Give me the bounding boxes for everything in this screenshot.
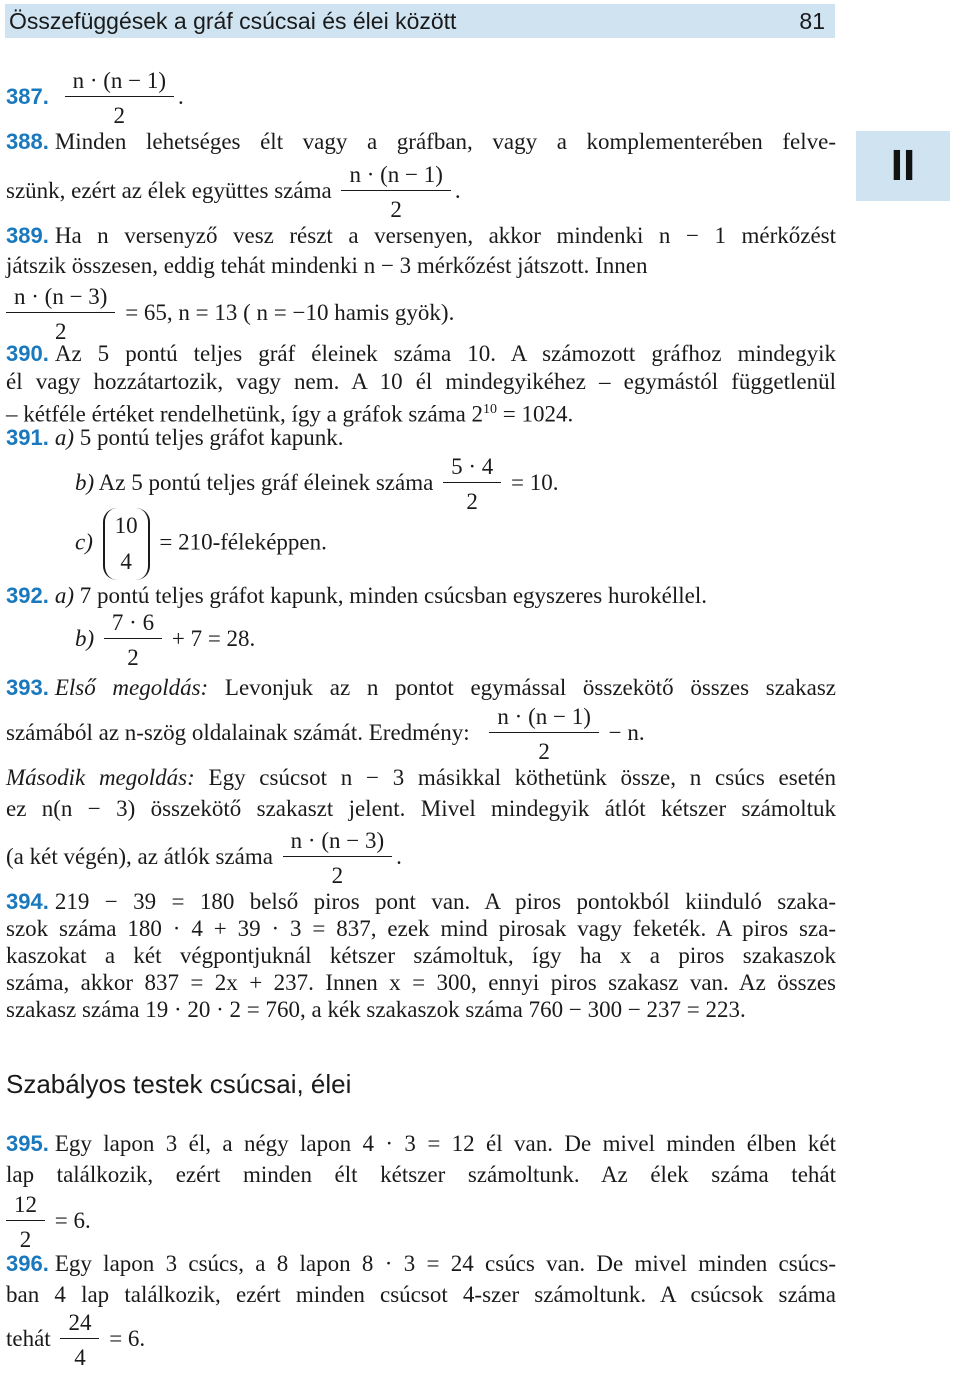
problem-394-line5 [6,996,836,1024]
text: tehát [6,1325,51,1351]
problem-388-line2 [6,160,836,225]
denominator: 4 [60,1338,99,1373]
text: ban 4 lap találkozik, ezért minden csúcsot 4-szer számoltunk. A csúcsok száma [6,1282,836,1307]
chapter-tab: II [856,131,950,201]
problem-393-line2 [6,702,836,767]
problem-395-line1 [6,1130,836,1158]
problem-394-line1 [6,888,836,916]
problem-391-a [6,424,836,452]
problem-389-line2 [6,252,836,280]
numerator: n · (n − 1) [349,162,443,187]
numerator: n · (n − 3) [14,284,108,309]
tail-text: = 210-féleképpen. [159,529,327,555]
problem-394-line3 [6,942,836,970]
problem-389-line1 [6,222,836,250]
solution-label: Első megoldás: [54,675,209,700]
numerator: n · (n − 1) [72,68,167,93]
text: száma, akkor 837 = 2x + 237. Innen x = 300, ennyi piros szakasz van. Az összes [6,970,836,995]
fraction [341,160,450,225]
tail-text: = 65, n = 13 ( n = −10 hamis gyök). [125,299,455,325]
denominator: 2 [341,190,450,225]
part-label: c) [75,529,93,555]
fraction [6,282,115,347]
problem-392-b [75,608,905,673]
chapter-title: Összefüggések a gráf csúcsai és élei között [9,8,457,34]
fraction [65,66,174,131]
denominator: 2 [489,732,598,767]
text: Minden lehetséges élt vagy a gráfban, vagy a komplementerében felve- [54,129,836,154]
problem-number: 390. [6,341,49,366]
text: Az 5 pontú teljes gráf éleinek száma [98,469,434,495]
problem-number: 388. [6,129,49,154]
tail-text: . [396,843,402,869]
exponent: 10 [483,402,498,417]
problem-396-line3 [6,1308,836,1373]
text: lap találkozik, ezért minden élt kétszer számoltunk. Az élek száma tehát [6,1162,836,1187]
problem-390-line2 [6,368,836,396]
problem-394-line4 [6,969,836,997]
problem-393-line4 [6,795,836,823]
page-number: 81 [799,8,825,34]
text: Egy csúcsot n − 3 másikkal köthetünk össze, n csúcs esetén [208,765,837,790]
text: Egy lapon 3 él, a négy lapon 4 · 3 = 12 él van. De mivel minden élben két [54,1131,836,1156]
problem-393-line1 [6,674,836,702]
tail-text: − n. [608,719,645,745]
fraction [283,826,392,891]
text: Az 5 pontú teljes gráf éleinek száma 10. A számozott gráfhoz mindegyik [54,341,836,366]
denominator: 2 [443,482,501,517]
problem-number: 393. [6,675,49,700]
section-title: Szabályos testek csúcsai, élei [6,1069,352,1099]
problem-number: 396. [6,1251,49,1276]
problem-391-c [75,508,905,580]
text: kaszokat a két végpontjuknál kétszer számoltuk, így ha x a piros szakaszok [6,943,836,968]
problem-388-line1 [6,128,836,156]
tail-text: . [454,177,461,203]
problem-395-line2 [6,1161,836,1189]
tail-text: = 10. [510,469,559,495]
page-header [5,4,835,38]
numerator: 12 [14,1192,37,1217]
text: 5 pontú teljes gráfot kapunk. [79,425,344,450]
denominator: 2 [104,638,162,673]
part-label: b) [75,469,95,495]
problem-number: 392. [6,583,49,608]
problem-number: 394. [6,889,49,914]
problem-387 [6,66,836,131]
numerator: 7 · 6 [111,610,155,635]
text: szakasz száma 19 · 20 · 2 = 760, a kék szakaszok száma 760 − 300 − 237 = 223. [6,997,746,1022]
denominator: 2 [6,312,115,347]
numerator: n · (n − 3) [290,828,385,853]
problem-396-line1 [6,1250,836,1278]
text: ez n(n − 3) összekötő szakaszt jelent. Mivel mindegyik átlót kétszer számoltuk [6,796,836,821]
text: játszik összesen, eddig tehát mindenki n − 3 mérkőzést játszott. Innen [6,253,648,278]
problem-394-line2 [6,915,836,943]
problem-392-a [6,582,836,610]
problem-393-line3 [6,764,836,792]
denominator: 2 [283,856,392,891]
text: számából az n-szög oldalainak számát. Eredmény: [6,719,470,745]
text: Levonjuk az n pontot egymással összekötő összes szakasz [224,675,836,700]
problem-389-line3 [6,282,836,347]
problem-396-line2 [6,1281,836,1309]
problem-390-line1 [6,340,836,368]
solution-label: Második megoldás: [6,765,195,790]
tail-text: + 7 = 28. [171,625,256,651]
binomial-coefficient [103,508,150,580]
text: szok száma 180 · 4 + 39 · 3 = 837, ezek mind pirosak vagy feketék. A piros sza- [6,916,836,941]
problem-number: 391. [6,425,49,450]
binom-bottom: 4 [120,549,132,574]
text: = 1024. [497,401,574,427]
text: (a két végén), az átlók száma [6,843,273,869]
text: Ha n versenyző vesz részt a versenyen, akkor mindenki n − 1 mérkőzést [54,223,836,248]
fraction [489,702,598,767]
denominator: 2 [6,1220,45,1255]
problem-395-line3 [6,1190,836,1255]
text: él vagy hozzátartozik, vagy nem. A 10 él mindegyikéhez – egymástól függetlenül [6,369,836,394]
fraction [6,1190,45,1255]
text: – kétféle értéket rendelhetünk, így a gráfok száma 2 [6,401,484,427]
text: szünk, ezért az élek együttes száma [6,177,332,203]
part-label: b) [75,625,95,651]
fraction [104,608,162,673]
numerator: 24 [68,1310,92,1335]
tail-text: = 6. [109,1325,146,1351]
text: 219 − 39 = 180 belső piros pont van. A piros pontokból kiinduló szaka- [54,889,836,914]
part-label: a) [54,583,74,608]
tail-text: = 6. [54,1207,91,1233]
text: Egy lapon 3 csúcs, a 8 lapon 8 · 3 = 24 csúcs van. De mivel minden csúcs- [54,1251,836,1276]
problem-number: 395. [6,1131,49,1156]
denominator: 2 [65,96,174,131]
text: 7 pontú teljes gráfot kapunk, minden csúcsban egyszeres hurokéllel. [79,583,707,608]
part-label: a) [54,425,74,450]
problem-number: 389. [6,223,49,248]
problem-393-line5 [6,826,836,891]
problem-number: 387. [6,83,49,109]
numerator: n · (n − 1) [497,704,591,729]
fraction [60,1308,99,1373]
binom-top: 10 [114,513,138,538]
numerator: 5 · 4 [451,454,494,479]
tail-text: . [178,83,184,109]
